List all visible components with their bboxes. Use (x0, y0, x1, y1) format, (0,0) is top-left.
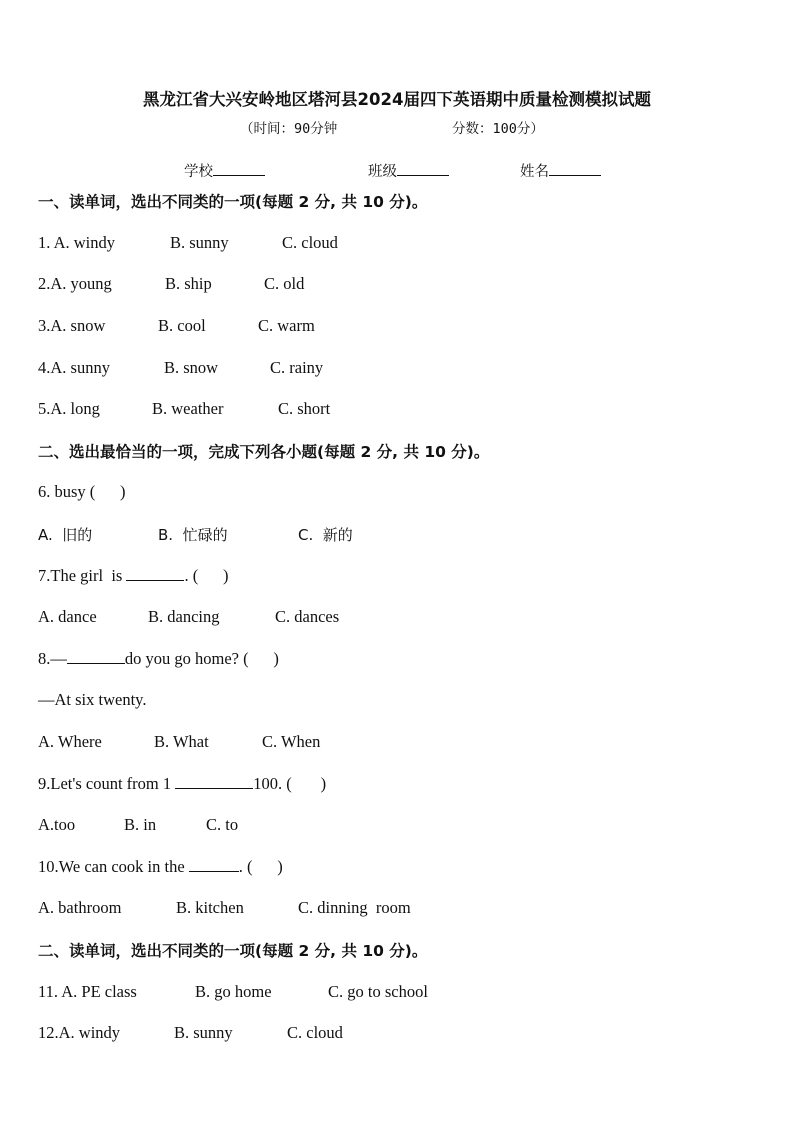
q5-option-a: 5.A. long (38, 399, 100, 418)
section-1-heading: 一、读单词，选出不同类的一项(每题 2 分, 共 10 分)。 (38, 193, 428, 211)
q11-option-c: C. go to school (328, 982, 428, 1001)
q8-blank[interactable] (67, 649, 125, 664)
school-label: 学校 (184, 164, 213, 180)
q7-stem-end: . ( ) (184, 566, 229, 585)
q9-option-a: A.too (38, 815, 76, 834)
exam-time: （时间：90分钟 (240, 121, 338, 137)
q5-option-b: B. weather (152, 399, 224, 418)
q12-option-b: B. sunny (174, 1023, 233, 1042)
q8-option-a: A. Where (38, 732, 102, 751)
q4-option-c: C. rainy (270, 358, 324, 377)
q7-option-a: A. dance (38, 607, 97, 626)
class-blank (397, 161, 449, 176)
q9-stem-start: 9.Let's count from 1 (38, 774, 176, 793)
q7-stem (38, 566, 228, 586)
page-title: 黑龙江省大兴安岭地区塔河县2024届四下英语期中质量检测模拟试题 (143, 90, 651, 109)
q6-option-c: C. 新的 (298, 526, 353, 544)
q7-option-c: C. dances (275, 607, 340, 626)
q4-option-a: 4.A. sunny (38, 358, 110, 377)
name-label: 姓名 (520, 164, 549, 180)
q9-option-c: C. to (206, 815, 239, 834)
q3-option-b: B. cool (158, 316, 206, 335)
class-field[interactable] (368, 160, 449, 181)
q1-option-a: 1. A. windy (38, 233, 116, 252)
q10-stem (38, 857, 283, 877)
q8-stem-end: do you go home? ( ) (124, 649, 279, 668)
q10-stem-start: 10.We can cook in the (38, 857, 189, 876)
q9-option-b: B. in (124, 815, 157, 834)
q6-option-a: A. 旧的 (38, 526, 93, 544)
school-blank (213, 161, 265, 176)
q9-stem-end: 100. ( ) (253, 774, 327, 793)
q12-option-a: 12.A. windy (38, 1023, 121, 1042)
q11-option-a: 11. A. PE class (38, 982, 137, 1001)
q10-option-a: A. bathroom (38, 898, 122, 917)
q10-option-c: C. dinning room (298, 898, 411, 917)
q11-option-b: B. go home (195, 982, 272, 1001)
section-2-heading: 二、选出最恰当的一项，完成下列各小题(每题 2 分, 共 10 分)。 (38, 443, 490, 461)
exam-score: 分数：100分） (452, 121, 544, 137)
q7-stem-start: 7.The girl is (38, 566, 127, 585)
q8-option-c: C. When (262, 732, 321, 751)
q1-option-c: C. cloud (282, 233, 338, 252)
q9-stem (38, 774, 326, 794)
q6-stem: 6. busy ( ) (38, 482, 126, 501)
q3-option-c: C. warm (258, 316, 315, 335)
q4-option-b: B. snow (164, 358, 219, 377)
q8-option-b: B. What (154, 732, 209, 751)
q7-blank[interactable] (126, 566, 184, 581)
q8-reply: —At six twenty. (38, 690, 147, 709)
q7-option-b: B. dancing (148, 607, 220, 626)
q12-option-c: C. cloud (287, 1023, 343, 1042)
name-blank (549, 161, 601, 176)
q2-option-c: C. old (264, 274, 305, 293)
q10-blank[interactable] (189, 857, 239, 872)
class-label: 班级 (368, 164, 397, 180)
q1-option-b: B. sunny (170, 233, 229, 252)
q3-option-a: 3.A. snow (38, 316, 106, 335)
q8-stem-start: 8.— (38, 649, 67, 668)
q10-option-b: B. kitchen (176, 898, 244, 917)
name-field[interactable] (520, 160, 601, 181)
q6-option-b: B. 忙碌的 (158, 526, 228, 544)
q2-option-b: B. ship (165, 274, 212, 293)
school-field[interactable] (184, 160, 265, 181)
q10-stem-end: . ( ) (238, 857, 283, 876)
section-3-heading: 二、读单词，选出不同类的一项(每题 2 分, 共 10 分)。 (38, 942, 428, 960)
q9-blank[interactable] (175, 774, 253, 789)
q5-option-c: C. short (278, 399, 331, 418)
q8-stem (38, 649, 279, 669)
q2-option-a: 2.A. young (38, 274, 112, 293)
